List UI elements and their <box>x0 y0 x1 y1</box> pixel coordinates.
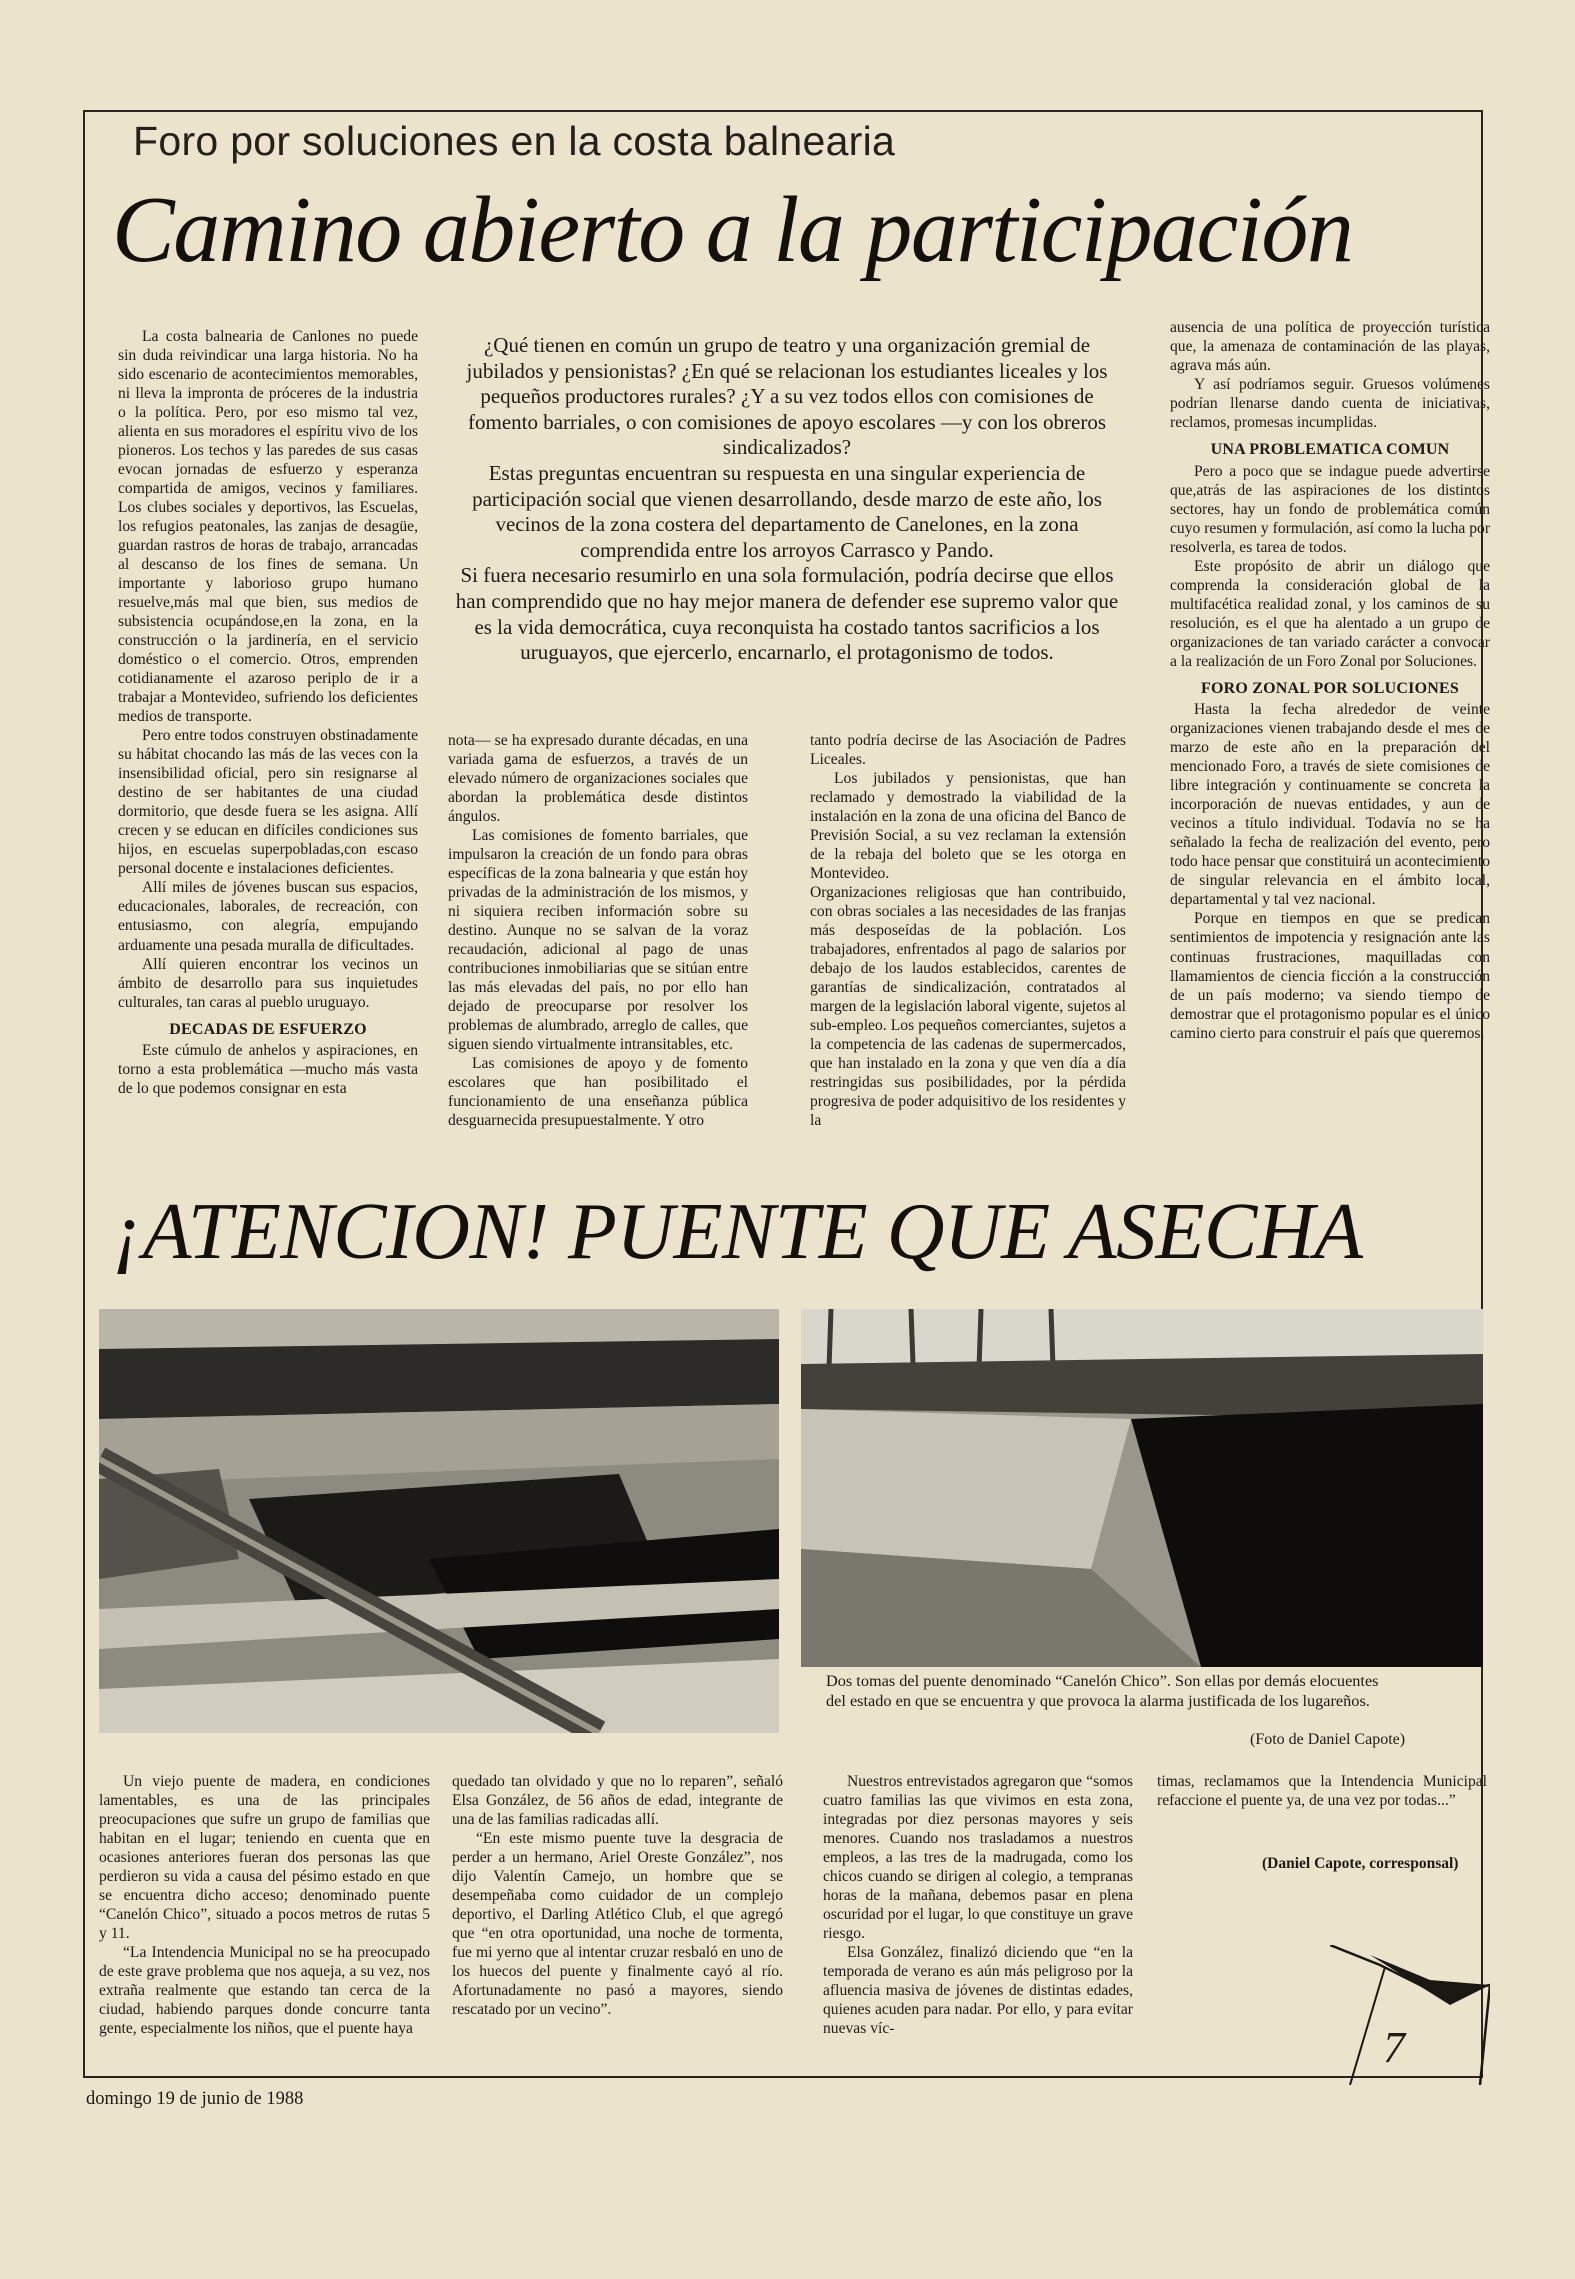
paragraph: Hasta la fecha alrededor de veinte organizaciones vienen trabajando desde el mes de marzo de este año en la preparación del mencionado Foro, a través de siete comisiones de libre integración y continuamente se concreta la incorporación de nuevas entidades, y aun de vecinos a título individual. Todavía no se ha señalado la fecha de realización del evento, pero todo hace pensar que constituirá un acontecimiento de singular relevancia en el ámbito local, departamental y tal vez nacional. <box>1170 701 1490 909</box>
kicker: Foro por soluciones en la costa balnearia <box>133 118 896 164</box>
article2-column-1 <box>99 1772 430 2038</box>
subheading: FORO ZONAL POR SOLUCIONES <box>1201 679 1459 697</box>
photo-credit: (Foto de Daniel Capote) <box>1250 1731 1406 1748</box>
paragraph: Este propósito de abrir un diálogo que comprenda la consideración global de la multifacética realidad zonal, y los caminos de su resolución, es el que ha alentado a un grupo de organizaciones de tan variado carácter a convocar a la realización de un Foro Zonal por Soluciones. <box>1170 557 1490 670</box>
paragraph: Las comisiones de fomento barriales, que impulsaron la creación de un fondo para obras específicas de la zona balnearia y que están hoy privadas de la administración de los mismos, y ni siquiera reciben información sobre su destino. Aunque no se salvan de la voraz recaudación, adicional al pago de unas contribuciones inmobiliarias que se sitúan entre las más elevadas del país, no por ello han dejado de preocuparse por resolver los problemas de alumbrado, arreglo de calles, que siguen siendo virtualmente intransitables, etc. <box>448 827 748 1054</box>
paragraph: Y así podríamos seguir. Gruesos volúmenes podrían llenarse dando cuenta de iniciativas, reclamos, promesas incumplidas. <box>1170 376 1490 432</box>
subheading: DECADAS DE ESFUERZO <box>169 1020 367 1038</box>
article2-column-4 <box>1157 1772 1487 1810</box>
paragraph: Nuestros entrevistados agregaron que “somos cuatro familias las que vivimos en esta zona, integradas por diez personas mayores y seis menores. Cuando nos trasladamos a nuestros empleos, a las tres de la madrugada, como los chicos cuando se dirigen al colegio, a tempranas horas de la mañana, debemos pasar en plena oscuridad por el lugar, lo que constituye un grave riesgo. <box>823 1773 1133 1943</box>
photo-caption: Dos tomas del puente denominado “Canelón Chico”. Son ellas por demás elocuentes del estado en que se encuentra y que provoca la alarma justificada de los lugareños. <box>826 1671 1379 1711</box>
article2-column-2 <box>452 1772 783 2019</box>
lead-text: Estas preguntas encuentran su respuesta en una singular experiencia de participación social que vienen desarrollando, desde marzo de este año, los vecinos de la zona costera del departamento de Canelones, en la zona comprendida entre los arroyos Carrasco y Pando. <box>472 461 1102 562</box>
paragraph: Los jubilados y pensionistas, que han reclamado y demostrado la viabilidad de la instalación en la zona de una oficina del Banco de Previsión Social, a su vez reclaman la extensión de la rebaja del boleto que se les otorga en Montevideo. <box>810 770 1126 883</box>
page-corner-mark <box>1330 1945 1490 2085</box>
section-headline: ¡ATENCION! PUENTE QUE ASECHA <box>112 1188 1363 1276</box>
paragraph: timas, reclamamos que la Intendencia Municipal refaccione el puente ya, de una vez por todas...” <box>1157 1773 1487 1810</box>
page-number: 7 <box>1383 2023 1405 2072</box>
bridge-photo-left <box>99 1309 779 1733</box>
paragraph: “En este mismo puente tuve la desgracia de perder a un hermano, Ariel Oreste González”, nos dijo Valentín Camejo, un hombre que se desempeñaba como cuidador de un complejo deportivo, el Darling Atlético Club, el que agregó que “en otra oportunidad, una noche de tormenta, fue mi yerno que al intentar cruzar resbaló en uno de los huecos del puente y finalmente cayó al río. Afortunadamente no pasó a mayores, siendo rescatado por un vecino”. <box>452 1830 783 2019</box>
paragraph: Pero entre todos construyen obstinadamente su hábitat chocando las más de las veces con la insensibilidad oficial, pero sin resignarse al destino de ser habitantes de una ciudad dormitorio, que desde fuera se les asigna. Allí crecen y se educan en difíciles condiciones sus hijos, en escuelas superpobladas,con escaso personal docente e instalaciones deficientes. <box>118 727 418 878</box>
article1-column-2 <box>448 731 748 1130</box>
headline: Camino abierto a la participación <box>112 178 1353 282</box>
paragraph: Pero a poco que se indague puede advertirse que,atrás de las aspiraciones de los distintos sectores, hay un fondo de problemática común cuyo resumen y formulación, así como la lucha por resolverla, es tarea de todos. <box>1170 462 1491 556</box>
subheading: UNA PROBLEMATICA COMUN <box>1210 441 1450 459</box>
paragraph: La costa balnearia de Canlones no puede sin duda reivindicar una larga historia. No ha sido escenario de acontecimientos memorables, ni lleva la impronta de próceres de la industria o la política. Pero, por eso mismo tal vez, alienta en sus moradores el espíritu vivo de los pioneros. Los techos y las paredes de sus casas evocan jornadas de esfuerzo y esperanza compartida de amigos, vecinos y familiares. Los clubes sociales y deportivos, las Escuelas, los refugios peatonales, las zanjas de desagüe, guardan rastros de horas de trabajo, arrancadas al descanso de los fines de semana. Un importante y laborioso grupo humano resuelve,más mal que bien, sus medios de subsistencia ocupándose,en la zona, en la construcción o la jardinería, en el servicio doméstico o el comercio. Otros, emprenden cotidianamente el azaroso periplo de ir a trabajar a Montevideo, sufriendo los deficientes medios de transporte. <box>118 328 418 726</box>
issue-date: domingo 19 de junio de 1988 <box>86 2089 304 2109</box>
paragraph: “La Intendencia Municipal no se ha preocupado de este grave problema que nos aqueja, a su vez, nos extraña realmente que estando tan cerca de la ciudad, habiendo parques donde concurre tanta gente, especialmente los niños, que el puente haya <box>99 1944 430 2038</box>
bridge-photo-right <box>801 1309 1483 1667</box>
signoff: (Daniel Capote, corresponsal) <box>1262 1855 1459 1872</box>
paragraph: ausencia de una política de proyección turística que, la amenaza de contaminación de las playas, agrava más aún. <box>1170 319 1490 375</box>
article1-column-1 <box>118 327 418 1098</box>
article2-column-3 <box>823 1772 1133 2038</box>
article1-column-3 <box>810 731 1126 1130</box>
paragraph: Organizaciones religiosas que han contribuido, con obras sociales a las necesidades de las franjas más desposeídas de la población. Los trabajadores, enfrentados al pago de salarios por debajo de los laudos establecidos, carentes de garantías de sindicalización, contratados al margen de la legislación laboral vigente, sujetos al sub-empleo. Los pequeños comerciantes, sujetos a la competencia de las cadenas de supermercados, que han instalado en la zona y que ven día a día restringidas sus posibilidades, por la pérdida progresiva de poder adquisitivo de los residentes y la <box>810 884 1126 1130</box>
paragraph: tanto podría decirse de las Asociación de Padres Liceales. <box>810 732 1126 769</box>
paragraph: Este cúmulo de anhelos y aspiraciones, en torno a esta problemática —mucho más vasta de lo que podemos consignar en esta <box>118 1042 418 1098</box>
paragraph: Allí miles de jóvenes buscan sus espacios, educacionales, laborales, de recreación, con entusiasmo, con alegría, empujando arduamente una pesada muralla de dificultades. <box>118 879 418 954</box>
lead-text: Si fuera necesario resumirlo en una sola formulación, podría decirse que ellos han comprendido que no hay mejor manera de defender ese supremo valor que es la vida democrática, cuya reconquista ha costado tantos sacrificios a los uruguayos, que ejercerlo, encarnarlo, el protagonismo de todos. <box>455 563 1119 665</box>
lead-text: ¿Qué tienen en común un grupo de teatro y una organización gremial de jubilados y pensionistas? ¿En qué se relacionan los estudiantes liceales y los pequeños productores rurales? ¿Y a su vez todos ellos con comisiones de fomento barriales, o con comisiones de apoyo escolares —y con los obreros sindicalizados? <box>466 333 1108 460</box>
article1-column-4 <box>1170 318 1490 1043</box>
paragraph: nota— se ha expresado durante décadas, en una variada gama de esfuerzos, a través de un elevado número de organizaciones sociales que abordan la problemática desde distintos ángulos. <box>448 732 748 826</box>
lead-paragraph <box>447 333 1127 666</box>
paragraph: Porque en tiempos en que se predican sentimientos de impotencia y resignación ante las continuas frustraciones, maquilladas con llamamientos de ciencia ficción a la construcción de un país moderno; va siendo tiempo de demostrar que el protagonismo popular es el único camino cierto para construir el país que queremos. <box>1170 910 1490 1042</box>
paragraph: Allí quieren encontrar los vecinos un ámbito de desarrollo para sus inquietudes culturales, tan caras al pueblo uruguayo. <box>118 955 418 1011</box>
paragraph: quedado tan olvidado y que no lo reparen”, señaló Elsa González, de 56 años de edad, integrante de una de las familias radicadas allí. <box>452 1773 783 1829</box>
paragraph: Un viejo puente de madera, en condiciones lamentables, es una de las principales preocupaciones que sufre un grupo de familias que habitan en el lugar; teniendo en cuenta que en ocasiones anteriores fueran dos personas las que perdieron su vida a causa del pésimo estado en que se encuentra dicho acceso; denominado puente “Canelón Chico”, situado a pocos metros de rutas 5 y 11. <box>99 1773 430 1943</box>
paragraph: Elsa González, finalizó diciendo que “en la temporada de verano es aún más peligroso por la afluencia masiva de jóvenes de distintas edades, quienes acuden para nadar. Por ello, y para evitar nuevas víc- <box>823 1944 1133 2038</box>
paragraph: Las comisiones de apoyo y de fomento escolares que han posibilitado el funcionamiento de una enseñanza pública desguarnecida presupuestalmente. Y otro <box>448 1055 748 1130</box>
